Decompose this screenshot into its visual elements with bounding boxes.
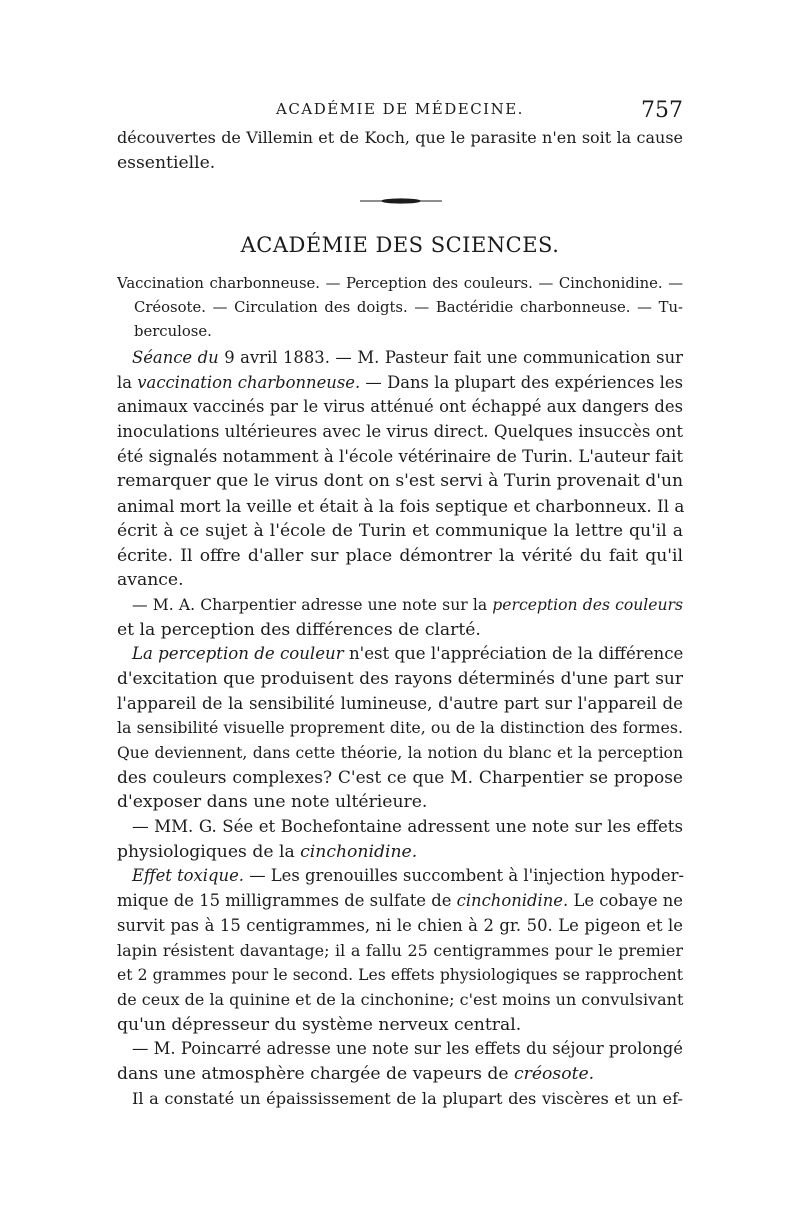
text-line: écrit à ce sujet à l'école de Turin et communique la lettre qu'il a — [117, 520, 683, 541]
summary-line: Vaccination charbonneuse. — Perception des couleurs. — Cinchonidine. — — [117, 275, 683, 292]
text-line — [117, 642, 683, 667]
text-line: la sensibilité visuelle proprement dite, ou de la distinction des formes. — [117, 718, 683, 738]
text-segment: Le cobaye ne — [568, 891, 684, 911]
italic-text: Effet toxique. — [132, 866, 244, 886]
ornamental-separator — [360, 198, 442, 204]
text-line: avance. — [117, 570, 184, 591]
section-summary — [117, 272, 683, 344]
italic-text: vaccination charbonneuse. — [137, 372, 361, 392]
text-line: Que deviennent, dans cette théorie, la notion du blanc et la perception — [117, 744, 683, 762]
summary-line: berculose. — [134, 323, 212, 340]
text-segment: — Dans la plupart des expériences les — [360, 372, 683, 392]
italic-text: créosote. — [514, 1063, 595, 1084]
text-segment: 9 avril 1883. — M. Pasteur fait une communication sur — [218, 348, 683, 367]
text-line: découvertes de Villemin et de Koch, que le parasite n'en soit la cause — [117, 128, 683, 147]
italic-text: Séance du — [132, 348, 219, 367]
text-line — [117, 864, 683, 889]
section-title: ACADÉMIE DES SCIENCES. — [240, 233, 560, 257]
italic-text: cinchonidine. — [300, 841, 418, 862]
text-segment: — M. A. Charpentier adresse une note sur la — [132, 595, 493, 614]
text-line: d'exposer dans une note ultérieure. — [117, 792, 428, 813]
text-segment: dans une atmosphère chargée de vapeurs de — [117, 1063, 515, 1084]
text-segment: — Les grenouilles succombent à l'injection hypoder- — [243, 866, 685, 886]
text-line: remarquer que le virus dont on s'est servi à Turin provenait d'un — [117, 471, 684, 492]
text-line: lapin résistent davantage; il a fallu 25 centigrammes pour le premier — [117, 940, 683, 960]
running-title: ACADÉMIE DE MÉDECINE. — [276, 100, 524, 118]
text-line: — M. Poincarré adresse une note sur les effets du séjour prolongé — [132, 1039, 683, 1059]
text-line — [117, 346, 683, 371]
text-line: l'appareil de la sensibilité lumineuse, d'autre part sur l'appareil de — [117, 693, 683, 713]
text-line: survit pas à 15 centigrammes, ni le chien à 2 gr. 50. Le pigeon et le — [117, 915, 683, 935]
text-line — [117, 593, 683, 618]
italic-text: cinchonidine. — [456, 891, 569, 911]
italic-text: perception des couleurs — [492, 595, 683, 614]
text-segment: n'est que l'appréciation de la différence — [343, 644, 684, 664]
article-body — [117, 346, 683, 1111]
text-line — [117, 371, 683, 396]
text-line — [117, 889, 683, 914]
text-line: essentielle. — [117, 152, 216, 173]
text-line: d'excitation que produisent des rayons déterminés d'une part sur — [117, 668, 683, 689]
text-line: animaux vaccinés par le virus atténué ont échappé aux dangers des — [117, 397, 683, 417]
text-line: — MM. G. Sée et Bochefontaine adressent une note sur les effets — [132, 817, 683, 837]
page-number: 757 — [641, 98, 683, 123]
text-line: été signalés notamment à l'école vétérinaire de Turin. L'auteur fait — [117, 446, 683, 466]
text-segment: physiologiques de la — [117, 841, 301, 862]
text-line: animal mort la veille et était à la fois septique et charbonneux. Il a — [117, 496, 685, 517]
continuation-paragraph — [117, 126, 683, 175]
text-line — [117, 1062, 683, 1087]
text-line: de ceux de la quinine et de la cinchonine; c'est moins un convulsivant — [117, 989, 684, 1009]
text-line: et la perception des différences de clarté. — [117, 619, 481, 640]
text-line: qu'un dépresseur du système nerveux central. — [117, 1014, 522, 1035]
text-line: et 2 grammes pour le second. Les effets physiologiques se rapprochent — [117, 966, 683, 985]
text-line: écrite. Il offre d'aller sur place démontrer la vérité du fait qu'il — [117, 545, 683, 566]
text-segment: la — [117, 372, 138, 392]
italic-text: La perception de couleur — [132, 644, 344, 664]
text-segment: mique de 15 milligrammes de sulfate de — [117, 891, 457, 911]
text-line — [117, 840, 683, 865]
summary-line: Créosote. — Circulation des doigts. — Bactéridie charbonneuse. — Tu- — [134, 299, 683, 316]
running-header — [117, 98, 683, 124]
text-line: des couleurs complexes? C'est ce que M. Charpentier se propose — [117, 767, 683, 788]
text-line: Il a constaté un épaississement de la plupart des viscères et un ef- — [132, 1088, 683, 1108]
text-line: inoculations ultérieures avec le virus direct. Quelques insuccès ont — [117, 422, 683, 442]
